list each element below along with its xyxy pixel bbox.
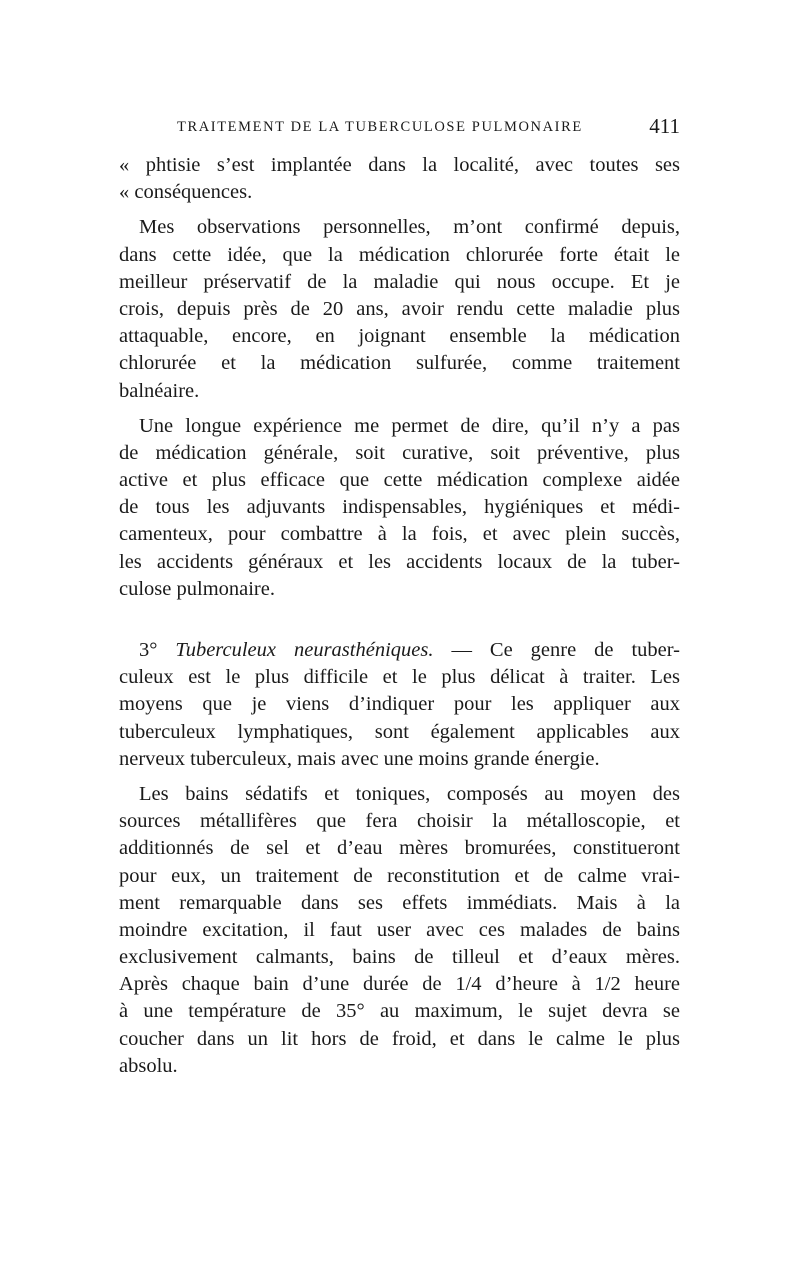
text-line: crois, depuis près de 20 ans, avoir rendu cette maladie plus	[119, 297, 680, 320]
paragraph-observations	[119, 214, 680, 404]
page-number: 411	[649, 114, 680, 138]
text-line: culeux est le plus difficile et le plus délicat à traiter. Les	[119, 666, 680, 689]
text-line: Une longue expérience me permet de dire, qu’il n’y a pas	[139, 414, 680, 437]
text-line: moyens que je viens d’indiquer pour les appliquer aux	[119, 693, 680, 716]
section-heading: Tuberculeux neurasthéniques.	[175, 639, 434, 661]
text-line: coucher dans un lit hors de froid, et dans le calme le plus	[119, 1027, 680, 1050]
text-line: à une température de 35° au maximum, le sujet devra se	[119, 1000, 680, 1023]
text-line: de médication générale, soit curative, soit préventive, plus	[119, 441, 680, 464]
text-line: exclusivement calmants, bains de tilleul et d’eaux mères.	[119, 946, 680, 969]
text-line: dans cette idée, que la médication chlorurée forte était le	[119, 243, 680, 266]
paragraph-experience	[119, 413, 680, 603]
text-line: Les bains sédatifs et toniques, composés au moyen des	[139, 782, 680, 805]
text-line-rest: — Ce genre de tuber-	[433, 639, 680, 661]
text-line: attaquable, encore, en joignant ensemble la médication	[119, 325, 680, 348]
text-line: meilleur préservatif de la maladie qui nous occupe. Et je	[119, 270, 680, 293]
text-line: de tous les adjuvants indispensables, hygiéniques et médi-	[119, 496, 680, 519]
text-line: moindre excitation, il faut user avec ces malades de bains	[119, 918, 680, 941]
text-line: nerveux tuberculeux, mais avec une moins grande énergie.	[119, 747, 600, 770]
paragraph-baths	[119, 781, 680, 1080]
section-number: 3°	[139, 639, 176, 661]
paragraph-section-neurasthenic	[119, 637, 680, 773]
text-line: « phtisie s’est implantée dans la localité, avec toutes ses	[119, 154, 680, 176]
book-page	[119, 0, 680, 1262]
text-line: Après chaque bain d’une durée de 1/4 d’heure à 1/2 heure	[119, 973, 680, 996]
text-line: culose pulmonaire.	[119, 577, 275, 600]
text-line: sources métallifères que fera choisir la métalloscopie, et	[119, 810, 680, 833]
paragraph-quote	[119, 152, 680, 206]
text-line: active et plus efficace que cette médication complexe aidée	[119, 469, 680, 492]
text-line: camenteux, pour combattre à la fois, et avec plein succès,	[119, 523, 680, 546]
text-line: les accidents généraux et les accidents locaux de la tuber-	[119, 550, 680, 573]
running-head	[119, 116, 680, 144]
text-line: ment remarquable dans ses effets immédiats. Mais à la	[119, 891, 680, 914]
text-line: balnéaire.	[119, 379, 200, 402]
text-line: absolu.	[119, 1054, 178, 1077]
text-line: chlorurée et la médication sulfurée, comme traitement	[119, 352, 680, 375]
text-line: pour eux, un traitement de reconstitution et de calme vrai-	[119, 864, 680, 887]
body-text	[119, 152, 680, 1080]
text-line: « conséquences.	[119, 181, 253, 204]
text-line: tuberculeux lymphatiques, sont également applicables aux	[119, 720, 680, 743]
text-line: Mes observations personnelles, m’ont confirmé depuis,	[139, 216, 680, 239]
running-title: TRAITEMENT DE LA TUBERCULOSE PULMONAIRE	[177, 119, 583, 135]
text-line	[119, 637, 680, 664]
text-line: additionnés de sel et d’eau mères bromurées, constitueront	[119, 837, 680, 860]
